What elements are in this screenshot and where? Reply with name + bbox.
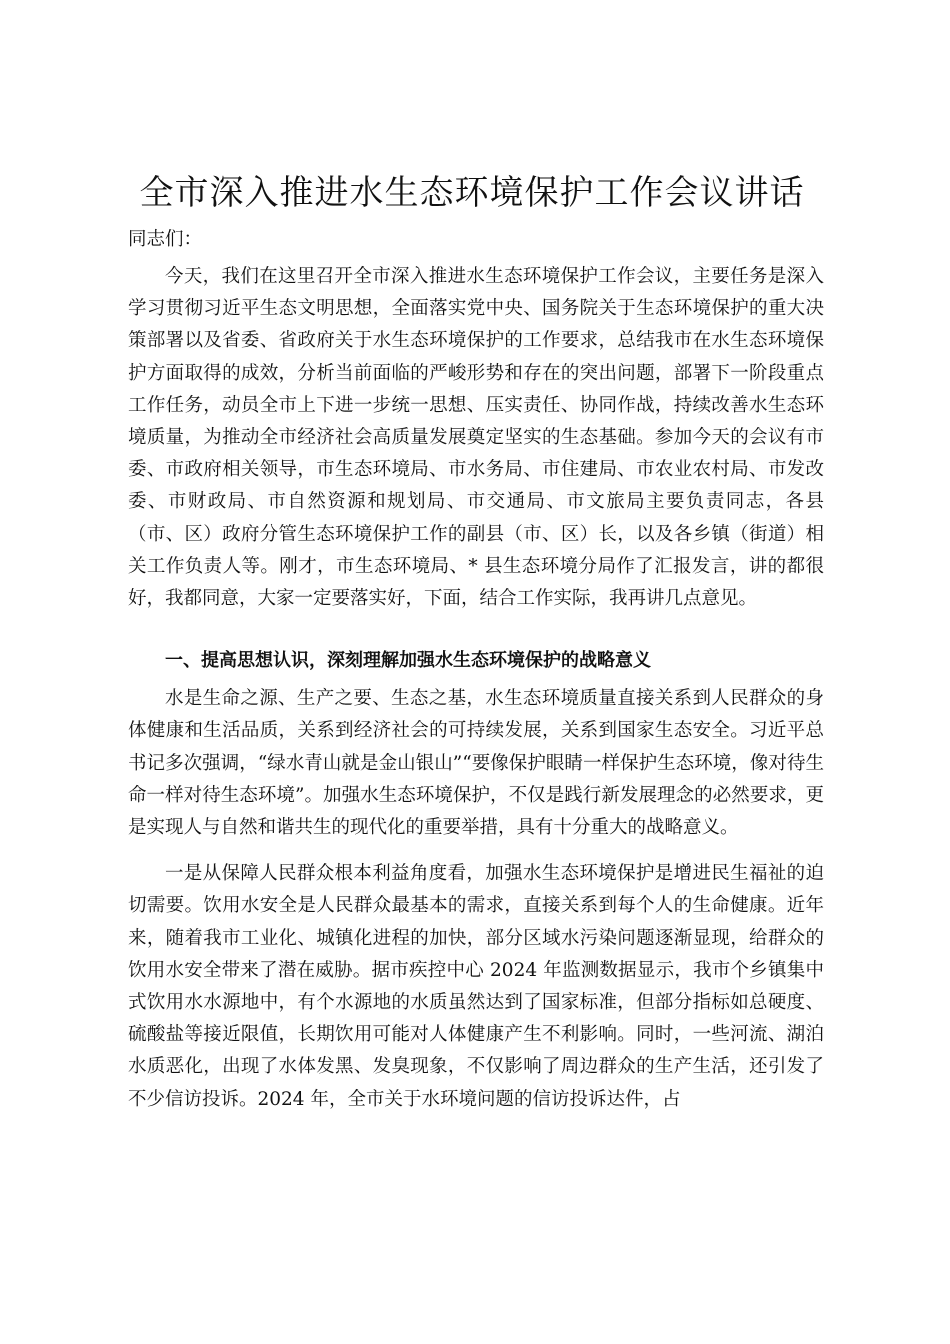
intro-paragraph: 今天，我们在这里召开全市深入推进水生态环境保护工作会议，主要任务是深入学习贯彻习近平生态文明思想，全面落实党中央、国务院关于生态环境保护的重大决策部署以及省委、省政府关于水生态环境保护的工作要求，总结我市在水生态环境保护方面取得的成效，分析当前面临的严峻形势和存在的突出问题，部署下一阶段重点工作任务，动员全市上下进一步统一思想、压实责任、协同作战，持续改善水生态环境质量，为推动全市经济社会高质量发展奠定坚实的生态基础。参加今天的会议有市委、市政府相关领导，市生态环境局、市水务局、市住建局、市农业农村局、市发改委、市财政局、市自然资源和规划局、市交通局、市文旅局主要负责同志，各县（市、区）政府分管生态环境保护工作的副县（市、区）长，以及各乡镇（街道）相关工作负责人等。刚才，市生态环境局、* 县生态环境分局作了汇报发言，讲的都很好，我都同意，大家一定要落实好，下面，结合工作实际，我再讲几点意见。 bbox=[128, 266, 824, 610]
section-heading-1: 一、提高思想认识，深刻理解加强水生态环境保护的战略意义 bbox=[165, 650, 651, 672]
section1-paragraph-2: 一是从保障人民群众根本利益角度看，加强水生态环境保护是增进民生福祉的迫切需要。饮用水安全是人民群众最基本的需求，直接关系到每个人的生命健康。近年来，随着我市工业化、城镇化进程的加快，部分区域水污染问题逐渐显现，给群众的饮用水安全带来了潜在威胁。据市疾控中心 2024 年监测数据显示，我市个乡镇集中式饮用水水源地中，有个水源地的水质虽然达到了国家标准，但部分指标如总硬度、硫酸盐等接近限值，长期饮用可能对人体健康产生不利影响。同时，一些河流、湖泊水质恶化，出现了水体发黑、发臭现象，不仅影响了周边群众的生产生活，还引发了不少信访投诉。2024 年，全市关于水环境问题的信访投诉达件，占 bbox=[128, 863, 824, 1110]
document-title: 全市深入推进水生态环境保护工作会议讲话 bbox=[139, 173, 805, 213]
document-page bbox=[128, 168, 824, 1116]
section1-paragraph-1: 水是生命之源、生产之要、生态之基，水生态环境质量直接关系到人民群众的身体健康和生活品质，关系到经济社会的可持续发展，关系到国家生态安全。习近平总书记多次强调，“绿水青山就是金山银山”“要像保护眼睛一样保护生态环境，像对待生命一样对待生态环境”。加强水生态环境保护，不仅是践行新发展理念的必然要求，更是实现人与自然和谐共生的现代化的重要举措，具有十分重大的战略意义。 bbox=[128, 688, 824, 839]
salutation: 同志们： bbox=[128, 229, 203, 250]
